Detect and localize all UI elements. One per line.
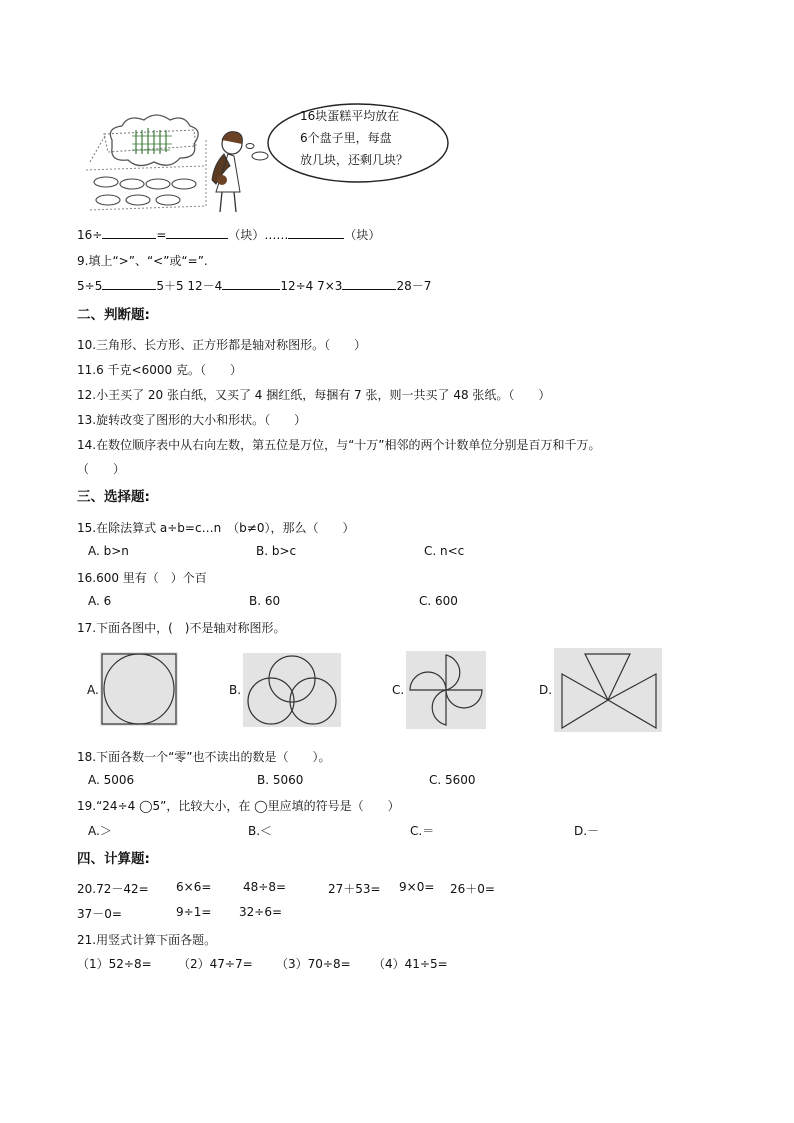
q9-expr-1: 5÷5 [77,279,103,293]
q17-figure-c[interactable] [406,651,486,729]
q19-option-d[interactable]: D.－ [574,824,600,838]
q9-expr-3: 12÷4 7×3 [280,279,343,293]
square-circle-shape [100,652,178,726]
q21-item: （3）70÷8= [276,957,351,971]
q8-line [77,226,380,243]
q20-item: 20.72－42= [77,882,149,896]
q17-figure-b[interactable] [243,653,341,727]
q17-figure-a[interactable] [100,652,178,726]
q16: 16.600 里有（ ）个百 [77,571,207,585]
q9-blank-1[interactable] [102,278,156,290]
q8-start: 16÷ [77,228,103,242]
q8-unit-2: （块） [344,228,381,242]
q17-option-b[interactable]: B. [229,683,242,697]
q13: 13.旋转改变了图形的大小和形状。（ ） [77,413,307,427]
q18-option-c[interactable]: C. 5600 [429,773,476,787]
q9-blank-2[interactable] [222,278,280,290]
q19-option-a[interactable]: A.＞ [88,824,112,838]
q9-blank-3[interactable] [342,278,396,290]
q21: 21.用竖式计算下面各题。 [77,933,217,947]
q21-item: （4）41÷5= [373,957,448,971]
q20-item: 9×0= [399,880,435,894]
q16-option-a[interactable]: A. 6 [88,594,112,608]
pinwheel-shape [406,651,486,729]
q11: 11.6 千克<6000 克。（ ） [77,363,242,377]
q20-item: 32÷6= [239,905,283,919]
q18-option-a[interactable]: A. 5006 [88,773,135,787]
bubble-line-2: 6个盘子里，每盘 [300,131,392,145]
three-circles-shape [243,653,341,727]
q17-figure-d[interactable] [554,648,662,732]
q19-option-c[interactable]: C.＝ [410,824,435,838]
q14-line-1: 14.在数位顺序表中从右向左数，第五位是万位，与“十万”相邻的两个计数单位分别是百万和千万。 [77,438,601,452]
q8-blank-2[interactable] [166,227,228,239]
q16-option-b[interactable]: B. 60 [249,594,281,608]
q17-option-a[interactable]: A. [87,683,99,697]
q8-blank-3[interactable] [288,227,344,239]
q18-option-b[interactable]: B. 5060 [257,773,304,787]
q21-item: （2）47÷7= [178,957,253,971]
q15-option-c[interactable]: C. n<c [424,544,465,558]
q20-item: 48÷8= [243,880,287,894]
q8-unit-1: （块）…… [228,228,289,242]
section-title-calculation: 四、计算题: [77,851,150,867]
q20-item: 26＋0= [450,882,495,896]
q21-item: （1）52÷8= [77,957,152,971]
bubble-line-3: 放几块，还剩几块？ [300,153,409,167]
q9-stem: 9.填上“>”、“<”或“=”. [77,254,208,268]
q12: 12.小王买了 20 张白纸，又买了 4 捆红纸，每捆有 7 张，则一共买了 48 张纸。（ ） [77,388,551,402]
q20-item: 6×6= [176,880,212,894]
q20-item: 9÷1= [176,905,212,919]
q8-blank-1[interactable] [102,227,156,239]
q10: 10.三角形、长方形、正方形都是轴对称图形。（ ） [77,338,367,352]
cake-illustration [84,100,454,218]
q18: 18.下面各数一个“零”也不读出的数是（ ）。 [77,750,331,764]
q17-option-d[interactable]: D. [539,683,553,697]
q20-item: 37－0= [77,907,122,921]
q15: 15.在除法算式 a÷b=c…n （b≠0），那么（ ） [77,521,355,535]
q8-eq: = [156,228,167,242]
q9-expr-4: 28－7 [396,279,432,293]
q14-line-2: （ ） [77,462,126,476]
bowtie-triangle-shape [554,648,662,732]
q9-expr-2: 5＋5 12－4 [156,279,223,293]
q17-option-c[interactable]: C. [392,683,405,697]
section-title-choice: 三、选择题: [77,489,150,505]
q15-option-b[interactable]: B. b>c [256,544,297,558]
q15-option-a[interactable]: A. b>n [88,544,129,558]
q19-option-b[interactable]: B.＜ [248,824,273,838]
q17: 17.下面各图中，( )不是轴对称图形。 [77,621,286,635]
bubble-line-1: 16块蛋糕平均放在 [300,109,400,123]
q16-option-c[interactable]: C. 600 [419,594,458,608]
section-title-judgement: 二、判断题: [77,307,150,323]
q20-item: 27＋53= [328,882,381,896]
q19: 19.“24÷4 ◯5”，比较大小，在 ◯里应填的符号是（ ） [77,799,400,813]
q9-row [77,277,431,294]
